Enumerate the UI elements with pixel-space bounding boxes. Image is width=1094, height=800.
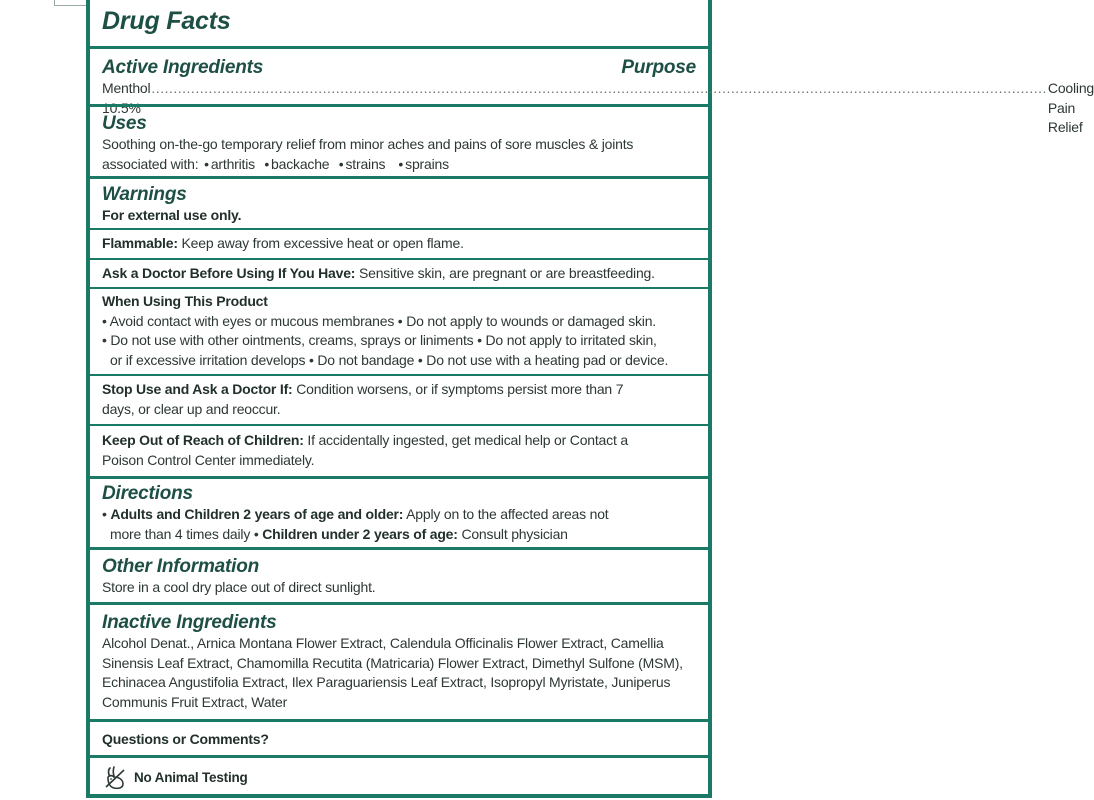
keep-out-text-2: Poison Control Center immediately.: [102, 451, 315, 468]
use-item: sprains: [405, 155, 449, 172]
external-use-note: For external use only.: [102, 207, 242, 223]
keep-out-text: If accidentally ingested, get medical help or Contact a: [307, 432, 628, 448]
adults-label: Adults and Children 2 years of age and older:: [110, 506, 404, 522]
when-using-line-2: • Do not use with other ointments, creams, sprays or liniments • Do not apply to irritated skin,: [102, 332, 657, 348]
inactive-ingredients-heading: Inactive Ingredients: [102, 612, 277, 633]
use-item: arthritis: [210, 155, 255, 172]
active-ingredient: Menthol 10.5%: [102, 80, 151, 116]
adults-text-2: more than 4 times daily •: [110, 525, 259, 542]
when-using-line-1: • Avoid contact with eyes or mucous membranes • Do not apply to wounds or damaged skin.: [102, 312, 656, 329]
other-information-text: Store in a cool dry place out of direct sunlight.: [102, 579, 376, 595]
stop-use-section: [90, 374, 708, 424]
no-animal-testing-label: No Animal Testing: [134, 770, 248, 786]
purpose-value: Cooling Pain Relief: [1047, 80, 1094, 135]
ask-doctor-section: [90, 258, 708, 287]
inactive-line-3: Echinacea Angustifolia Extract, Ilex Paraguariensis Leaf Extract, Isopropyl Myristate, Juniperus: [102, 674, 671, 690]
warnings-section: [90, 176, 708, 228]
no-animal-testing-section: [90, 755, 708, 794]
ask-doctor-text: Sensitive skin, are pregnant or are breastfeeding.: [358, 265, 655, 281]
other-information-section: [90, 547, 708, 602]
when-using-label: When Using This Product: [102, 293, 268, 309]
questions-section: [90, 719, 708, 755]
stop-use-label: Stop Use and Ask a Doctor If:: [102, 381, 293, 397]
inactive-line-4: Communis Fruit Extract, Water: [102, 693, 288, 710]
warnings-heading: Warnings: [102, 184, 187, 205]
other-information-heading: Other Information: [102, 556, 260, 577]
uses-line-1: Soothing on-the-go temporary relief from minor aches and pains of sore muscles & joints: [102, 136, 634, 152]
questions-label: Questions or Comments?: [102, 731, 269, 747]
uses-heading: Uses: [102, 113, 147, 134]
title-section: [90, 0, 708, 46]
flammable-label: Flammable:: [102, 235, 178, 251]
stop-use-text: Condition worsens, or if symptoms persist more than 7: [296, 381, 624, 397]
ask-doctor-label: Ask a Doctor Before Using If You Have:: [102, 265, 356, 281]
children-text: Consult physician: [461, 525, 568, 542]
directions-section: Directions • Adults and Children 2 years of age and older: Apply on to the affected areas not more than 4 times daily • Children under 2 years of age: Consult physician: [90, 476, 708, 547]
purpose-heading: Purpose: [621, 57, 696, 78]
flammable-section: [90, 228, 708, 258]
keep-out-section: [90, 424, 708, 476]
uses-line-2: associated with: • arthritis • backache • strains • sprains: [102, 155, 449, 172]
uses-section: [90, 104, 708, 176]
when-using-section: [90, 287, 708, 374]
rabbit-icon: [102, 765, 128, 791]
stop-use-text-2: days, or clear up and reoccur.: [102, 400, 281, 417]
leader-dots: ............................................................................................................................................................................................................: [151, 80, 1047, 96]
drug-facts-panel: [86, 0, 1094, 798]
inactive-line-1: Alcohol Denat., Arnica Montana Flower Extract, Calendula Officinalis Flower Extract, Camellia: [102, 635, 664, 651]
adults-text: Apply on to the affected areas not: [406, 506, 609, 522]
keep-out-label: Keep Out of Reach of Children:: [102, 432, 304, 448]
children-label: Children under 2 years of age:: [262, 525, 458, 542]
when-using-line-3: or if excessive irritation develops • Do not bandage • Do not use with a heating pad or device.: [110, 351, 669, 368]
use-item: backache: [271, 155, 330, 172]
flammable-text: Keep away from excessive heat or open flame.: [181, 235, 464, 251]
inactive-ingredients-section: [90, 602, 708, 719]
directions-heading: Directions: [102, 483, 193, 504]
inactive-line-2: Sinensis Leaf Extract, Chamomilla Recutita (Matricaria) Flower Extract, Dimethyl Sulfone (MSM),: [102, 654, 683, 671]
page-title: Drug Facts: [102, 7, 231, 35]
active-ingredients-heading: Active Ingredients: [102, 57, 264, 78]
use-item: strains: [345, 155, 386, 172]
